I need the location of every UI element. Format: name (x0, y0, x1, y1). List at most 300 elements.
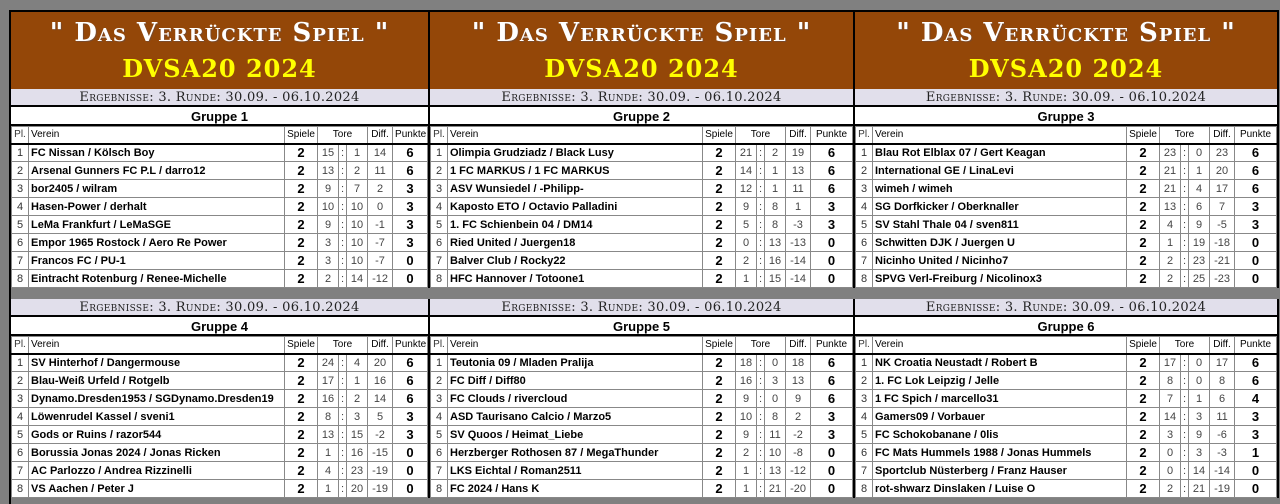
points: 6 (811, 390, 853, 408)
goal-difference: 11 (368, 162, 393, 180)
table-row[interactable] (856, 162, 1277, 180)
table-row[interactable] (856, 252, 1277, 270)
goal-difference: 11 (786, 180, 811, 198)
table-row[interactable] (431, 426, 853, 444)
table-row[interactable] (12, 408, 428, 426)
rank: 8 (431, 480, 448, 498)
points: 0 (811, 480, 853, 498)
team-name: SV Quoos / Heimat_Liebe (448, 426, 703, 444)
table-row[interactable] (856, 462, 1277, 480)
table-row[interactable] (12, 180, 428, 198)
standings-table (11, 126, 428, 288)
team-name: Hasen-Power / derhalt (29, 198, 285, 216)
goals-against: 3 (765, 372, 786, 390)
goals-for: 1 (736, 480, 757, 498)
rank: 4 (431, 408, 448, 426)
header-pl: Pl. (12, 127, 29, 144)
goals-for: 9 (736, 426, 757, 444)
table-row[interactable] (12, 216, 428, 234)
team-name: Sportclub Nüsterberg / Franz Hauser (873, 462, 1127, 480)
standings-table (430, 126, 853, 288)
team-name: HFC Hannover / Totoone1 (448, 270, 703, 288)
rank: 1 (856, 144, 873, 162)
points: 3 (393, 198, 428, 216)
group-table-3 (855, 89, 1279, 288)
section-separator (855, 288, 1279, 299)
table-row[interactable] (12, 426, 428, 444)
standings-table (855, 336, 1277, 498)
results-round-label: Ergebnisse: 3. Runde: 30.09. - 06.10.2024 (855, 89, 1277, 107)
games-played: 2 (1127, 216, 1160, 234)
rank: 1 (12, 144, 29, 162)
goals-against: 14 (347, 270, 368, 288)
goals-separator: : (339, 252, 347, 270)
goal-difference: 14 (368, 390, 393, 408)
results-round-label: Ergebnisse: 3. Runde: 30.09. - 06.10.2024 (11, 299, 428, 317)
games-played: 2 (703, 216, 736, 234)
goal-difference: 20 (1210, 162, 1235, 180)
banner-title: " Das Verrückte Spiel " (471, 18, 812, 48)
goals-against: 1 (765, 180, 786, 198)
goals-for: 2 (1160, 480, 1181, 498)
table-row[interactable] (431, 252, 853, 270)
rank: 6 (12, 444, 29, 462)
table-row[interactable] (431, 234, 853, 252)
header-verein: Verein (448, 337, 703, 354)
points: 0 (1235, 252, 1277, 270)
team-name: Balver Club / Rocky22 (448, 252, 703, 270)
goals-against: 0 (765, 390, 786, 408)
goal-difference: 19 (786, 144, 811, 162)
goals-separator: : (1181, 234, 1189, 252)
team-name: Dynamo.Dresden1953 / SGDynamo.Dresden19 (29, 390, 285, 408)
table-row[interactable] (431, 444, 853, 462)
goals-for: 4 (1160, 216, 1181, 234)
rank: 6 (12, 234, 29, 252)
header-diff: Diff. (786, 337, 811, 354)
games-played: 2 (703, 480, 736, 498)
header-spiele: Spiele (703, 127, 736, 144)
goals-for: 0 (736, 234, 757, 252)
goals-for: 1 (1160, 234, 1181, 252)
table-row[interactable] (431, 390, 853, 408)
goals-separator: : (1181, 426, 1189, 444)
table-row[interactable] (12, 144, 428, 162)
goals-for: 2 (736, 252, 757, 270)
goals-against: 9 (1189, 216, 1210, 234)
rank: 6 (856, 234, 873, 252)
table-row[interactable] (856, 444, 1277, 462)
goal-difference: 11 (1210, 408, 1235, 426)
games-played: 2 (285, 444, 318, 462)
goals-against: 7 (347, 180, 368, 198)
table-row[interactable] (431, 462, 853, 480)
table-row[interactable] (12, 252, 428, 270)
goals-for: 24 (318, 354, 339, 372)
goals-separator: : (339, 408, 347, 426)
table-row[interactable] (431, 372, 853, 390)
group-title: Gruppe 2 (430, 107, 853, 126)
goals-for: 23 (1160, 144, 1181, 162)
table-row[interactable] (856, 372, 1277, 390)
goals-for: 1 (736, 270, 757, 288)
goals-for: 3 (318, 252, 339, 270)
goals-against: 3 (1189, 408, 1210, 426)
team-name: 1. FC Schienbein 04 / DM14 (448, 216, 703, 234)
team-name: 1 FC Spich / marcello31 (873, 390, 1127, 408)
team-name: Herzberger Rothosen 87 / MegaThunder (448, 444, 703, 462)
rank: 3 (856, 180, 873, 198)
team-name: FC Clouds / rivercloud (448, 390, 703, 408)
team-name: VS Aachen / Peter J (29, 480, 285, 498)
goal-difference: 20 (368, 354, 393, 372)
goals-against: 14 (1189, 462, 1210, 480)
group-title: Gruppe 5 (430, 317, 853, 336)
table-row[interactable] (12, 270, 428, 288)
goals-separator: : (757, 252, 765, 270)
section-separator (11, 288, 430, 299)
header-spiele: Spiele (285, 337, 318, 354)
header-punkte: Punkte (1235, 337, 1277, 354)
team-name: SPVG Verl-Freiburg / Nicolinox3 (873, 270, 1127, 288)
goals-for: 16 (736, 372, 757, 390)
goals-for: 16 (318, 390, 339, 408)
goals-separator: : (1181, 216, 1189, 234)
results-round-label: Ergebnisse: 3. Runde: 30.09. - 06.10.2024 (430, 89, 853, 107)
table-row[interactable] (856, 198, 1277, 216)
points: 3 (811, 426, 853, 444)
goals-separator: : (1181, 444, 1189, 462)
table-row[interactable] (431, 270, 853, 288)
goal-difference: -12 (368, 270, 393, 288)
games-played: 2 (1127, 234, 1160, 252)
team-name: Arsenal Gunners FC P.L / darro12 (29, 162, 285, 180)
table-row[interactable] (856, 408, 1277, 426)
goals-for: 10 (318, 198, 339, 216)
table-row[interactable] (12, 234, 428, 252)
table-row[interactable] (12, 390, 428, 408)
team-name: wimeh / wimeh (873, 180, 1127, 198)
team-name: rot-shwarz Dinslaken / Luise O (873, 480, 1127, 498)
table-row[interactable] (431, 144, 853, 162)
goals-for: 14 (736, 162, 757, 180)
team-name: bor2405 / wilram (29, 180, 285, 198)
rank: 5 (856, 426, 873, 444)
table-row[interactable] (431, 354, 853, 372)
goals-against: 21 (765, 480, 786, 498)
header-verein: Verein (29, 337, 285, 354)
goals-for: 9 (736, 198, 757, 216)
table-row[interactable] (431, 162, 853, 180)
table-row[interactable] (12, 372, 428, 390)
goal-difference: -19 (368, 480, 393, 498)
points: 6 (811, 354, 853, 372)
games-played: 2 (1127, 462, 1160, 480)
rank: 7 (856, 252, 873, 270)
points: 6 (393, 162, 428, 180)
rank: 7 (856, 462, 873, 480)
games-played: 2 (703, 252, 736, 270)
goals-separator: : (757, 180, 765, 198)
points: 3 (1235, 216, 1277, 234)
table-header-row (12, 337, 428, 354)
points: 3 (1235, 426, 1277, 444)
team-name: Gamers09 / Vorbauer (873, 408, 1127, 426)
points: 3 (1235, 408, 1277, 426)
games-played: 2 (703, 162, 736, 180)
points: 0 (393, 480, 428, 498)
banner-title: " Das Verrückte Spiel " (896, 18, 1236, 48)
goal-difference: 2 (786, 408, 811, 426)
goals-separator: : (757, 408, 765, 426)
games-played: 2 (703, 408, 736, 426)
goals-separator: : (339, 372, 347, 390)
rank: 5 (12, 216, 29, 234)
standings-table (430, 336, 853, 498)
table-row[interactable] (856, 354, 1277, 372)
table-row[interactable] (856, 234, 1277, 252)
goals-for: 17 (318, 372, 339, 390)
points: 3 (811, 408, 853, 426)
goals-against: 2 (765, 144, 786, 162)
goal-difference: -14 (786, 270, 811, 288)
table-row[interactable] (12, 162, 428, 180)
goals-against: 8 (765, 198, 786, 216)
goals-separator: : (757, 144, 765, 162)
team-name: ASD Taurisano Calcio / Marzo5 (448, 408, 703, 426)
rank: 4 (431, 198, 448, 216)
goal-difference: 9 (786, 390, 811, 408)
goals-separator: : (757, 426, 765, 444)
points: 0 (811, 252, 853, 270)
banner-subtitle: DVSA20 2024 (122, 54, 317, 83)
goals-against: 10 (765, 444, 786, 462)
goals-separator: : (1181, 354, 1189, 372)
banner (11, 12, 430, 89)
goals-for: 9 (318, 216, 339, 234)
games-played: 2 (285, 480, 318, 498)
table-row[interactable] (856, 390, 1277, 408)
goals-separator: : (339, 462, 347, 480)
games-played: 2 (1127, 408, 1160, 426)
table-row[interactable] (12, 444, 428, 462)
goals-separator: : (1181, 390, 1189, 408)
group-title: Gruppe 6 (855, 317, 1277, 336)
points: 0 (811, 444, 853, 462)
goal-difference: -18 (1210, 234, 1235, 252)
games-played: 2 (703, 144, 736, 162)
games-played: 2 (1127, 390, 1160, 408)
goals-for: 13 (318, 426, 339, 444)
rank: 4 (12, 408, 29, 426)
points: 3 (393, 426, 428, 444)
goals-against: 10 (347, 252, 368, 270)
goals-for: 13 (1160, 198, 1181, 216)
table-row[interactable] (12, 354, 428, 372)
goals-for: 1 (736, 462, 757, 480)
header-tore: Tore (1160, 127, 1210, 144)
goals-for: 9 (736, 390, 757, 408)
rank: 2 (431, 162, 448, 180)
goals-against: 2 (347, 390, 368, 408)
goals-separator: : (339, 144, 347, 162)
goals-for: 21 (1160, 162, 1181, 180)
goal-difference: -19 (368, 462, 393, 480)
goals-for: 4 (318, 462, 339, 480)
table-row[interactable] (431, 216, 853, 234)
points: 6 (1235, 180, 1277, 198)
games-played: 2 (703, 270, 736, 288)
games-played: 2 (703, 180, 736, 198)
goal-difference: -5 (1210, 216, 1235, 234)
table-row[interactable] (431, 180, 853, 198)
goal-difference: -12 (786, 462, 811, 480)
goals-separator: : (757, 462, 765, 480)
goal-difference: 1 (786, 198, 811, 216)
points: 6 (1235, 144, 1277, 162)
table-row[interactable] (856, 180, 1277, 198)
goals-for: 3 (318, 234, 339, 252)
header-punkte: Punkte (811, 127, 853, 144)
points: 0 (393, 252, 428, 270)
goal-difference: -14 (786, 252, 811, 270)
goals-against: 1 (347, 144, 368, 162)
team-name: Löwenrudel Kassel / sveni1 (29, 408, 285, 426)
rank: 2 (12, 372, 29, 390)
group-title: Gruppe 1 (11, 107, 428, 126)
points: 3 (393, 216, 428, 234)
standings-sheet (9, 10, 1279, 504)
table-row[interactable] (856, 144, 1277, 162)
goals-for: 2 (1160, 252, 1181, 270)
table-row[interactable] (12, 480, 428, 498)
table-row[interactable] (856, 270, 1277, 288)
team-name: Nicinho United / Nicinho7 (873, 252, 1127, 270)
goals-separator: : (1181, 270, 1189, 288)
goal-difference: -20 (786, 480, 811, 498)
rank: 1 (431, 144, 448, 162)
column-3 (855, 12, 1279, 498)
games-played: 2 (703, 234, 736, 252)
goals-for: 18 (736, 354, 757, 372)
points: 0 (1235, 480, 1277, 498)
banner (430, 12, 855, 89)
games-played: 2 (285, 426, 318, 444)
goal-difference: -2 (368, 426, 393, 444)
goals-for: 5 (736, 216, 757, 234)
goals-separator: : (339, 390, 347, 408)
team-name: NK Croatia Neustadt / Robert B (873, 354, 1127, 372)
goals-against: 10 (347, 198, 368, 216)
rank: 1 (856, 354, 873, 372)
goals-separator: : (1181, 162, 1189, 180)
goals-against: 16 (347, 444, 368, 462)
goals-against: 16 (765, 252, 786, 270)
table-row[interactable] (12, 198, 428, 216)
points: 6 (393, 372, 428, 390)
games-played: 2 (285, 354, 318, 372)
standings-table (11, 336, 428, 498)
goals-against: 10 (347, 234, 368, 252)
points: 6 (1235, 162, 1277, 180)
rank: 6 (431, 234, 448, 252)
goals-separator: : (757, 216, 765, 234)
goal-difference: -19 (1210, 480, 1235, 498)
goals-separator: : (339, 426, 347, 444)
goals-separator: : (757, 444, 765, 462)
games-played: 2 (703, 462, 736, 480)
goal-difference: -7 (368, 234, 393, 252)
table-row[interactable] (431, 480, 853, 498)
table-row[interactable] (856, 216, 1277, 234)
goals-against: 13 (765, 462, 786, 480)
table-row[interactable] (431, 198, 853, 216)
points: 3 (393, 234, 428, 252)
games-played: 2 (1127, 480, 1160, 498)
team-name: FC Nissan / Kölsch Boy (29, 144, 285, 162)
header-punkte: Punkte (1235, 127, 1277, 144)
goal-difference: -21 (1210, 252, 1235, 270)
banner-subtitle: DVSA20 2024 (544, 54, 739, 83)
goals-for: 1 (318, 444, 339, 462)
goals-for: 17 (1160, 354, 1181, 372)
goals-separator: : (757, 354, 765, 372)
team-name: Empor 1965 Rostock / Aero Re Power (29, 234, 285, 252)
goals-against: 8 (765, 216, 786, 234)
goals-for: 8 (1160, 372, 1181, 390)
header-pl: Pl. (856, 337, 873, 354)
points: 4 (1235, 390, 1277, 408)
goals-for: 2 (1160, 270, 1181, 288)
header-diff: Diff. (1210, 337, 1235, 354)
table-row[interactable] (12, 462, 428, 480)
header-punkte: Punkte (393, 337, 428, 354)
goals-against: 1 (347, 372, 368, 390)
goals-separator: : (339, 354, 347, 372)
goals-for: 14 (1160, 408, 1181, 426)
rank: 6 (431, 444, 448, 462)
goal-difference: 7 (1210, 198, 1235, 216)
goal-difference: 17 (1210, 180, 1235, 198)
table-row[interactable] (431, 408, 853, 426)
games-played: 2 (1127, 426, 1160, 444)
header-tore: Tore (1160, 337, 1210, 354)
rank: 2 (12, 162, 29, 180)
games-played: 2 (703, 354, 736, 372)
header-verein: Verein (29, 127, 285, 144)
goals-against: 0 (1189, 144, 1210, 162)
goals-separator: : (1181, 408, 1189, 426)
goal-difference: 8 (1210, 372, 1235, 390)
points: 0 (1235, 234, 1277, 252)
table-row[interactable] (856, 480, 1277, 498)
rank: 5 (12, 426, 29, 444)
table-row[interactable] (856, 426, 1277, 444)
goals-against: 3 (1189, 444, 1210, 462)
goals-separator: : (1181, 372, 1189, 390)
goals-against: 4 (1189, 180, 1210, 198)
goals-separator: : (339, 162, 347, 180)
games-played: 2 (285, 270, 318, 288)
goals-for: 15 (318, 144, 339, 162)
points: 0 (811, 270, 853, 288)
header-verein: Verein (873, 337, 1127, 354)
goal-difference: 18 (786, 354, 811, 372)
goals-separator: : (1181, 252, 1189, 270)
goals-separator: : (757, 372, 765, 390)
goals-for: 13 (318, 162, 339, 180)
goals-for: 12 (736, 180, 757, 198)
